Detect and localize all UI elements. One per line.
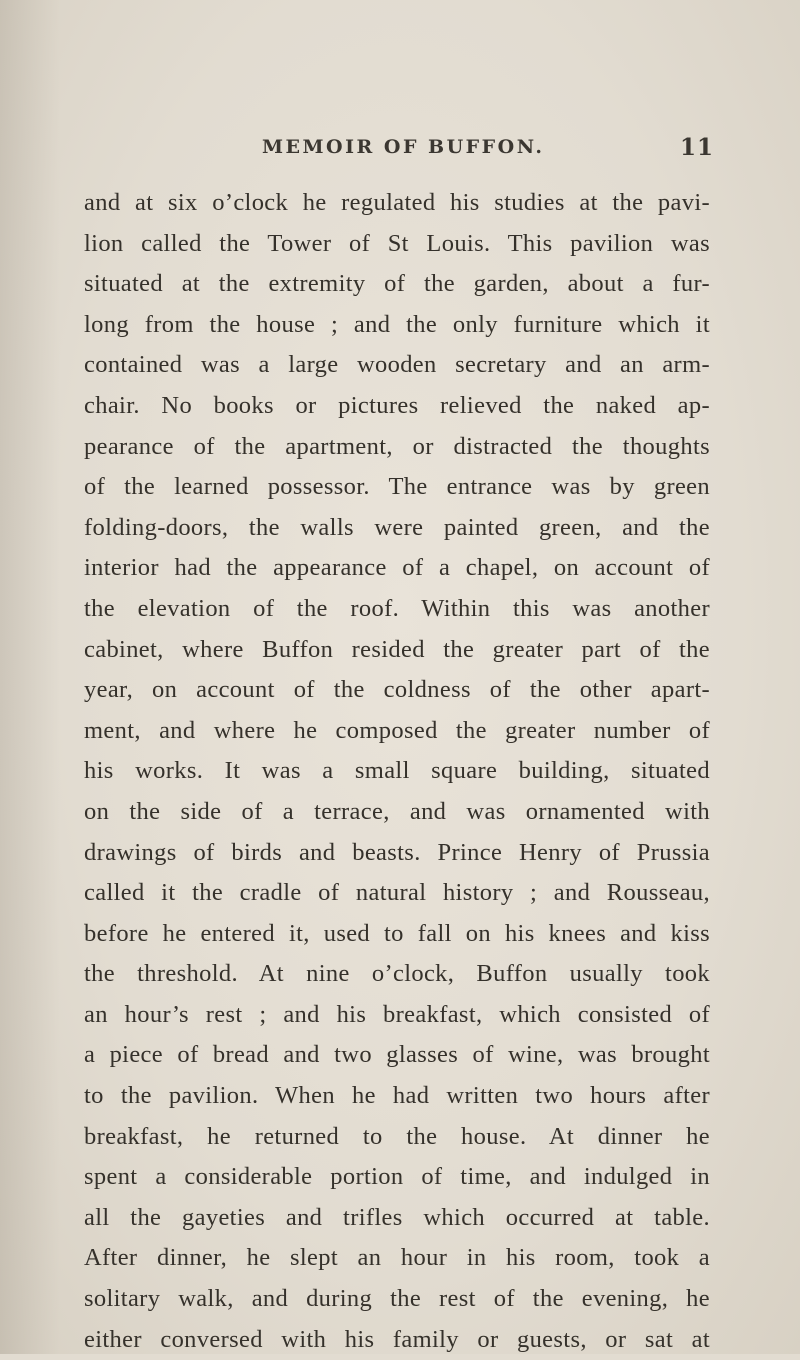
text-line: pearance of the apartment, or distracted the thoughts [84,432,710,460]
text-line: the elevation of the roof. Within this was another [84,594,710,622]
text-line: solitary walk, and during the rest of the evening, he [84,1285,710,1313]
page-number: 11 [679,134,714,161]
text-line: all the gayeties and trifles which occurred at table. [84,1203,710,1231]
text-line: chair. No books or pictures relieved the naked ap- [84,391,710,419]
text-line: lion called the Tower of St Louis. This pavilion was [84,229,710,257]
body-text [84,183,710,1360]
text-line: situated at the extremity of the garden, about a fur- [84,270,710,298]
text-line: called it the cradle of natural history ; and Rousseau, [84,879,710,907]
text-line: long from the house ; and the only furniture which it [84,310,710,338]
text-line: cabinet, where Buffon resided the greater part of the [84,635,710,663]
text-line: breakfast, he returned to the house. At dinner he [84,1122,710,1150]
text-line: the threshold. At nine o’clock, Buffon usually took [84,960,710,988]
text-line: to the pavilion. When he had written two hours after [84,1082,710,1110]
text-line: and at six o’clock he regulated his studies at the pavi- [84,189,710,216]
text-line: a piece of bread and two glasses of wine, was brought [84,1041,710,1069]
text-line: spent a considerable portion of time, and indulged in [84,1163,710,1191]
running-head [82,136,714,172]
text-line: on the side of a terrace, and was ornamented with [84,797,710,825]
text-line: his works. It was a small square building, situated [84,757,710,785]
text-line: ment, and where he composed the greater number of [84,716,710,744]
text-line: interior had the appearance of a chapel, on account of [84,554,710,582]
page-edge-shadow [0,0,60,1354]
text-line: After dinner, he slept an hour in his room, took a [84,1244,710,1272]
text-line: folding-doors, the walls were painted green, and the [84,513,710,541]
text-line: contained was a large wooden secretary and an arm- [84,351,710,379]
text-line: either conversed with his family or guests, or sat at [84,1325,710,1353]
text-line: drawings of birds and beasts. Prince Henry of Prussia [84,838,710,866]
text-line: an hour’s rest ; and his breakfast, which consisted of [84,1000,710,1028]
text-line: before he entered it, used to fall on his knees and kiss [84,919,710,947]
text-line: year, on account of the coldness of the other apart- [84,676,710,704]
text-line: of the learned possessor. The entrance was by green [84,473,710,501]
running-title: MEMOIR OF BUFFON. [262,136,545,158]
